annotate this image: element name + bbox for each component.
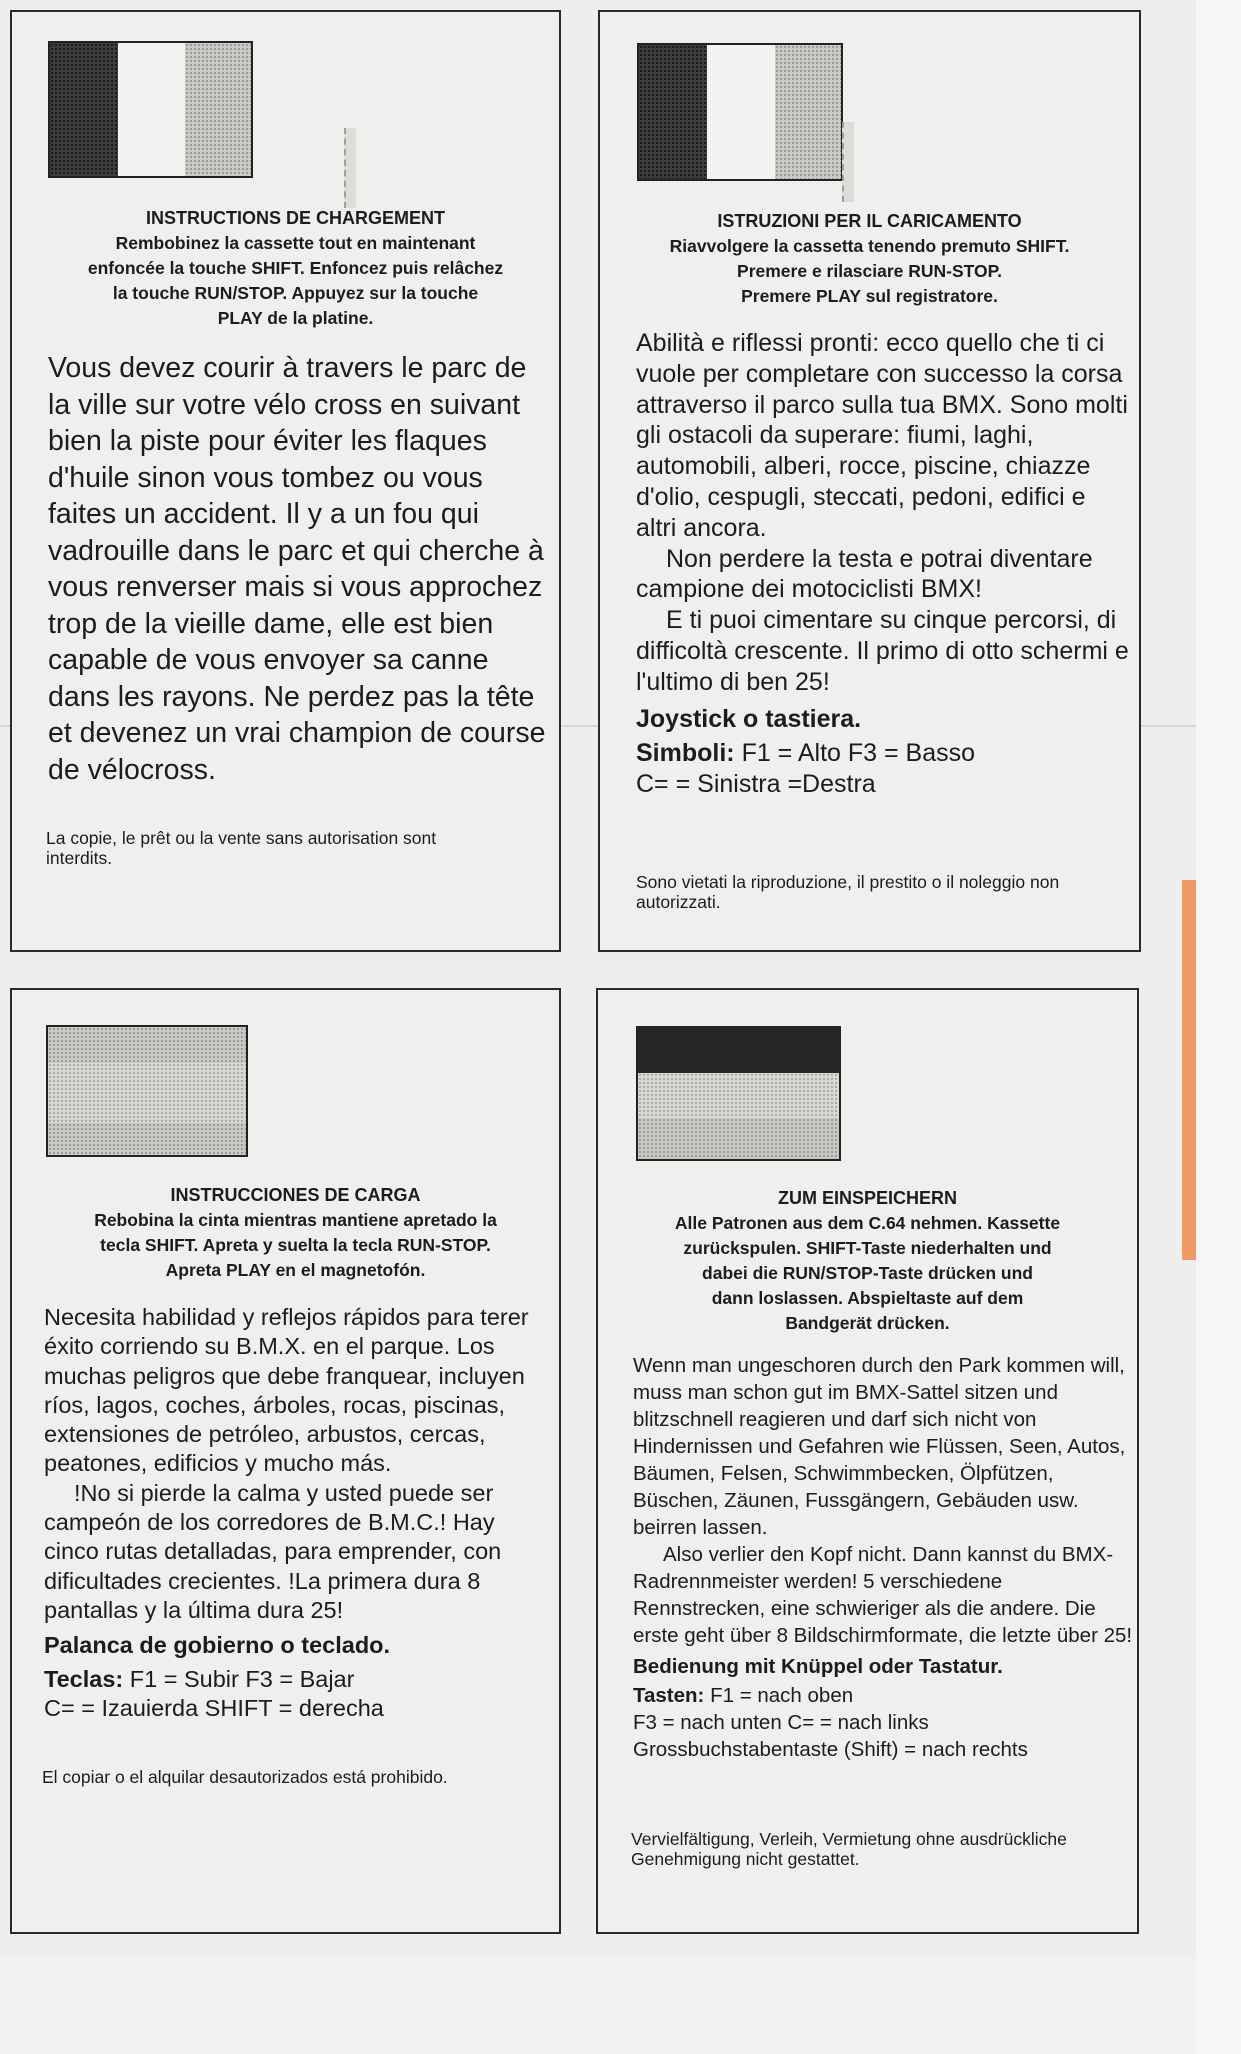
- italian-load-line: Premere e rilasciare RUN-STOP.: [737, 261, 1002, 281]
- spanish-controls: Palanca de gobierno o teclado.: [44, 1632, 391, 1659]
- italian-paragraph: Non perdere la testa e potrai diventare campione dei motociclisti BMX!: [636, 544, 1093, 604]
- spanish-legal: El copiar o el alquilar desautorizados está prohibido.: [42, 1767, 448, 1787]
- spanish-keys-line: C= = Izauierda SHIFT = derecha: [44, 1694, 384, 1721]
- tear-mark: [842, 122, 854, 202]
- german-paragraph: Also verlier den Kopf nicht. Dann kannst du BMX-Radrennmeister werden! 5 verschiedene Rennstrecken, eine schwieriger als die andere. Die erste geht über 8 Bildschirmformate, die letzte über 25!: [633, 1543, 1133, 1647]
- german-keys: [633, 1682, 1133, 1709]
- spanish-load-line: Apreta PLAY en el magnetofón.: [165, 1260, 426, 1280]
- french-flag: [48, 41, 253, 178]
- french-load-line: PLAY de la platine.: [217, 308, 374, 328]
- german-load-line: dann loslassen. Abspieltaste auf dem: [711, 1288, 1024, 1308]
- spanish-keys-label: Teclas:: [44, 1665, 124, 1692]
- spanish-keys-line: F1 = Subir F3 = Bajar: [129, 1665, 355, 1692]
- german-load-line: Bandgerät drücken.: [785, 1313, 950, 1333]
- german-keys-line: F3 = nach unten C= = nach links: [633, 1711, 929, 1734]
- german-flag: [636, 1026, 841, 1161]
- italian-keys-line: F1 = Alto F3 = Basso: [741, 739, 976, 768]
- french-legal: La copie, le prêt ou la vente sans autorisation sont interdits.: [46, 828, 437, 868]
- german-keys-line: Grossbuchstabentaste (Shift) = nach rechts: [633, 1738, 1028, 1761]
- french-load-line: la touche RUN/STOP. Appuyez sur la touche: [112, 283, 479, 303]
- italian-keys: [636, 738, 1131, 769]
- paper-edge: [1196, 0, 1241, 2054]
- german-paragraph: Wenn man ungeschoren durch den Park kommen will, muss man schon gut im BMX-Sattel sitzen und blitzschnell reagieren und darf sich nicht von Hindernissen und Gefahren wie Flüssen, Seen, Autos, Bäumen, Felsen, Schwimmbecken, Ölpfützen, Büschen, Zäunen, Fussgängern, Gebäuden usw. beirren lassen.: [633, 1354, 1126, 1539]
- italian-keys-line: C= = Sinistra =Destra: [636, 770, 876, 799]
- spanish-heading: INSTRUCCIONES DE CARGA: [170, 1185, 421, 1205]
- spanish-paragraph: !No si pierde la calma y usted puede ser campeón de los corredores de B.M.C.! Hay cinco rutas detalladas, para emprender, con dificultades crecientes. !La primera dura 8 pantallas y la última dura 25!: [44, 1479, 502, 1623]
- french-load-line: enfoncée la touche SHIFT. Enfoncez puis relâchez: [87, 258, 504, 278]
- french-load-line: Rembobinez la cassette tout en maintenant: [115, 233, 476, 253]
- french-story: Vous devez courir à travers le parc de la ville sur votre vélo cross en suivant bien la piste pour éviter les flaques d'huile sinon vous tombez ou vous faites un accident. Il y a un fou qui vadrouille dans le parc et qui cherche à vous renverser mais si vous approchez trop de la vieille dame, elle est bien capable de vous envoyer sa canne dans les rayons. Ne perdez pas la tête et devenez un vrai champion de course de vélocross.: [48, 352, 546, 786]
- italian-heading: ISTRUZIONI PER IL CARICAMENTO: [717, 211, 1022, 231]
- spanish-flag: [46, 1025, 248, 1157]
- spanish-loading-instructions: [20, 1183, 571, 1283]
- orange-cover-edge: [1182, 880, 1196, 1260]
- german-heading: ZUM EINSPEICHERN: [777, 1188, 957, 1208]
- italian-controls: Joystick o tastiera.: [636, 704, 862, 733]
- spanish-load-line: Rebobina la cinta mientras mantiene apretado la: [94, 1210, 497, 1230]
- italian-story: [636, 328, 1131, 800]
- italian-loading-instructions: [598, 209, 1141, 309]
- spanish-load-line: tecla SHIFT. Apreta y suelta la tecla RUN-STOP.: [100, 1235, 491, 1255]
- german-story: [633, 1352, 1133, 1763]
- german-controls: Bedienung mit Knüppel oder Tastatur.: [633, 1655, 1003, 1678]
- german-loading-instructions: [596, 1186, 1139, 1336]
- german-legal: Vervielfältigung, Verleih, Vermietung ohne ausdrückliche Genehmigung nicht gestattet.: [631, 1829, 1067, 1869]
- spanish-paragraph: Necesita habilidad y reflejos rápidos para terer éxito corriendo su B.M.X. en el parque. Los muchas peligros que debe franquear, incluyen ríos, lagos, coches, árboles, rocas, piscinas, extensiones de petróleo, arbustos, cercas, peatones, edificios y mucho más.: [44, 1304, 529, 1477]
- italian-load-line: Riavvolgere la cassetta tenendo premuto SHIFT.: [669, 236, 1070, 256]
- italian-flag: [637, 43, 843, 181]
- german-load-line: zurückspulen. SHIFT-Taste niederhalten und: [683, 1238, 1052, 1258]
- tear-mark: [344, 128, 356, 208]
- french-loading-instructions: [20, 206, 571, 331]
- italian-load-line: Premere PLAY sul registratore.: [741, 286, 998, 306]
- spanish-story: [44, 1303, 539, 1723]
- french-heading: INSTRUCTIONS DE CHARGEMENT: [145, 208, 445, 228]
- italian-paragraph: Abilità e riflessi pronti: ecco quello che ti ci vuole per completare con successo la corsa attraverso il parco sulla tua BMX. Sono molti gli ostacoli da superare: fiumi, laghi, automobili, alberi, rocce, piscine, chiazze d'olio, cespugli, steccati, pedoni, edifici e altri ancora.: [636, 329, 1128, 542]
- german-load-line: dabei die RUN/STOP-Taste drücken und: [702, 1263, 1033, 1283]
- italian-keys-label: Simboli:: [636, 739, 735, 768]
- italian-paragraph: E ti puoi cimentare su cinque percorsi, di difficoltà crescente. Il primo di otto schermi e l'ultimo di ben 25!: [636, 606, 1129, 696]
- german-load-line: Alle Patronen aus dem C.64 nehmen. Kassette: [674, 1213, 1061, 1233]
- german-keys-label: Tasten:: [633, 1684, 705, 1707]
- spanish-keys: [44, 1665, 539, 1694]
- german-keys-line: F1 = nach oben: [710, 1684, 854, 1707]
- italian-legal: Sono vietati la riproduzione, il prestito o il noleggio non autorizzati.: [636, 872, 1060, 912]
